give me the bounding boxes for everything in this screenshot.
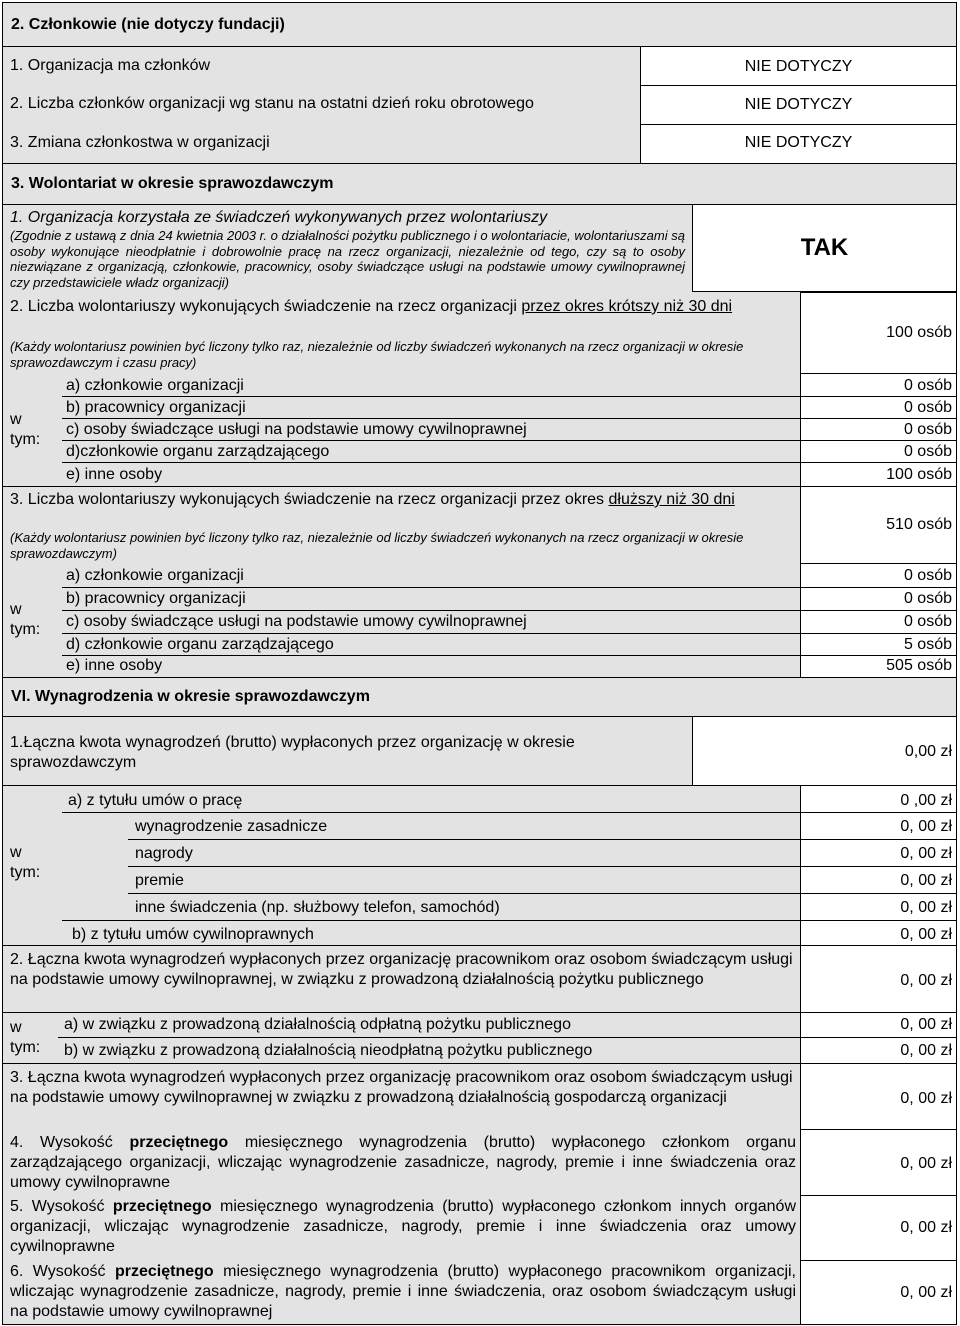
salary-item-value: 0, 00 zł (900, 818, 952, 835)
volunteers-q2-wtym: w tym: (10, 411, 41, 448)
row-divider (62, 920, 957, 921)
salary-item-value: 0, 00 zł (900, 899, 952, 916)
salary-total-label: 1.Łączna kwota wynagrodzeń (brutto) wypłaconych przez organizację w okresie sprawozdawczym (10, 734, 575, 771)
row-divider (62, 812, 957, 813)
volunteers-q3-item-label: e) inne osoby (66, 657, 163, 674)
avg-salary-other-organs-label (10, 1197, 796, 1257)
volunteers-q3-label (10, 490, 800, 510)
row-divider (62, 440, 957, 441)
avg-salary-other-organs-prefix: 5. Wysokość (10, 1198, 113, 1215)
volunteers-q3-item-value: 505 osób (886, 657, 952, 674)
volunteers-q2-label (10, 297, 800, 317)
salary-commercial-label: 3. Łączna kwota wynagrodzeń wypłaconych przez organizację pracownikom oraz osobom świadczącym usługi na podstawie umowy cywilnoprawnej w związku z prowadzoną działalnością gospodarczą organizacji (10, 1069, 793, 1106)
volunteers-q2-item-value: 0 osób (903, 443, 952, 460)
salary-item-label: premie (135, 872, 184, 889)
salary-total-value: 0,00 zł (904, 743, 952, 760)
row-divider (62, 418, 957, 419)
avg-salary-employees-value: 0, 00 zł (900, 1284, 952, 1301)
volunteers-q3-item-label: a) członkowie organizacji (66, 567, 244, 584)
volunteers-q2-item-value: 100 osób (886, 466, 952, 483)
row-divider (62, 396, 957, 397)
volunteers-q2-item-label: e) inne osoby (66, 466, 163, 483)
salary-employment-label: a) z tytułu umów o pracę (68, 792, 243, 809)
avg-salary-employees-emphasis: przeciętnego (115, 1263, 214, 1280)
avg-salary-other-organs-value: 0, 00 zł (900, 1219, 952, 1236)
salary-item-value: 0, 00 zł (900, 845, 952, 862)
volunteers-q2-label-text: 2. Liczba wolontariuszy wykonujących świadczenie na rzecz organizacji (10, 298, 522, 315)
membership-change-value-box (640, 124, 957, 164)
volunteers-q1-value: TAK (800, 234, 849, 261)
volunteers-q3-item-value: 0 osób (903, 613, 952, 630)
avg-salary-other-organs-emphasis: przeciętnego (112, 1198, 212, 1215)
volunteers-q3-label-text: 3. Liczba wolontariuszy wykonujących świadczenie na rzecz organizacji przez okres (10, 491, 609, 508)
membership-change-label: 3. Zmiana członkostwa w organizacji (10, 134, 270, 151)
salary-pbo-item-label: b) w związku z prowadzoną działalnością nieodpłatną pożytku publicznego (64, 1042, 593, 1059)
membership-change-value: NIE DOTYCZY (744, 134, 853, 151)
avg-salary-employees-label (10, 1262, 796, 1322)
avg-salary-board-emphasis: przeciętnego (129, 1134, 229, 1151)
row-divider (62, 633, 957, 634)
volunteers-q3-value: 510 osób (886, 516, 952, 533)
salary-breakdown-wtym: w tym: (10, 844, 41, 881)
volunteers-q2-item-label: b) pracownicy organizacji (66, 399, 246, 416)
salary-item-value: 0, 00 zł (900, 872, 952, 889)
volunteers-q3-wtym: w tym: (10, 601, 41, 638)
volunteers-q3-item-label: d) członkowie organu zarządzającego (66, 636, 334, 653)
volunteers-q3-item-label: b) pracownicy organizacji (66, 590, 246, 607)
members-value: NIE DOTYCZY (744, 58, 853, 75)
salary-pbo-item-label: a) w związku z prowadzoną działalnością odpłatną pożytku publicznego (64, 1016, 571, 1033)
members-row-label: 1. Organizacja ma członków (10, 57, 211, 74)
row-divider (58, 1037, 957, 1038)
volunteers-q3-item-value: 0 osób (903, 567, 952, 584)
row-divider (128, 893, 957, 894)
avg-salary-employees-text: miesięcznego wynagrodzenia (brutto) wypłaconego pracownikom organizacji, wliczając wynagrodzenie zasadnicze, nagrody, premie i inne świadczenia, oraz osobom świadczącym usługi na podstawie umowy cywilnoprawnej (10, 1263, 796, 1320)
salary-pbo-item-value: 0, 00 zł (900, 1042, 952, 1059)
row-divider (62, 655, 957, 656)
members-count-value: NIE DOTYCZY (744, 96, 853, 113)
avg-salary-board-value: 0, 00 zł (900, 1155, 952, 1172)
row-divider (62, 610, 957, 611)
avg-salary-board-prefix: 4. Wysokość (10, 1134, 130, 1151)
volunteers-q2-period: przez okres krótszy niż 30 dni (521, 298, 733, 315)
volunteers-q2-item-label: c) osoby świadczące usługi na podstawie umowy cywilnoprawnej (66, 421, 527, 438)
section-3-header (2, 163, 957, 205)
volunteers-q2-item-value: 0 osób (903, 399, 952, 416)
volunteers-q3-note: (Każdy wolontariusz powinien być liczony tylko raz, niezależnie od liczby świadczeń wykonanych na rzecz organizacji w okresie sprawozdawczym) (10, 530, 744, 561)
volunteers-q2-note: (Każdy wolontariusz powinien być liczony tylko raz, niezależnie od liczby świadczeń wykonanych na rzecz organizacji w okresie sprawozdawczym i czasu pracy) (10, 339, 744, 370)
salary-employment-value: 0 ,00 zł (900, 792, 952, 809)
row-divider (62, 587, 957, 588)
volunteers-q3-item-value: 0 osób (903, 590, 952, 607)
section-3-title: 3. Wolontariat w okresie sprawozdawczym (11, 175, 334, 192)
section-2-header (2, 2, 957, 47)
row-divider (62, 462, 957, 463)
volunteers-q3-item-label: c) osoby świadczące usługi na podstawie umowy cywilnoprawnej (66, 613, 527, 630)
volunteers-q1-note: (Zgodnie z ustawą z dnia 24 kwietnia 2003 r. o działalności pożytku publicznego i o wolontariacie, wolontariuszami są osoby wykonujące nieodpłatnie i dobrowolnie pracę na rzecz organizacji, niezależnie od tego, czy są to osoby niezwiązane z organizacją, członkowie, pracownicy, osoby świadczące usługi na podstawie umowy cywilnoprawnej czy przedstawiciele władz organizacji) (10, 228, 685, 290)
section-6-header (2, 677, 957, 717)
members-count-label: 2. Liczba członków organizacji wg stanu na ostatni dzień roku obrotowego (10, 95, 534, 112)
section-2-title: 2. Członkowie (nie dotyczy fundacji) (11, 16, 285, 33)
volunteers-q3-period: dłuższy niż 30 dni (608, 491, 735, 508)
salary-civil-value: 0, 00 zł (900, 926, 952, 943)
volunteers-q3-item-value: 5 osób (903, 636, 952, 653)
avg-salary-board-label (10, 1133, 796, 1193)
volunteers-q2-item-label: d)członkowie organu zarządzającego (66, 443, 330, 460)
row-divider (128, 839, 957, 840)
members-value-box (640, 46, 957, 86)
avg-salary-board-text: miesięcznego wynagrodzenia (brutto) wypłaconego członkom organu zarządzającego organizacji, wliczając wynagrodzenie zasadnicze, nagrody, premie i inne świadczenia oraz umowy cywilnoprawne (10, 1134, 796, 1191)
avg-salary-other-organs-text: miesięcznego wynagrodzenia (brutto) wypłaconego członkom innych organów organizacji, wliczając wynagrodzenie zasadnicze, nagrody, premie i inne świadczenia oraz umowy cywilnoprawne (10, 1198, 796, 1255)
salary-pbo-value: 0, 00 zł (900, 972, 952, 989)
volunteers-q2-item-value: 0 osób (903, 377, 952, 394)
salary-pbo-label: 2. Łączna kwota wynagrodzeń wypłaconych przez organizację pracownikom oraz osobom świadczącym usługi na podstawie umowy cywilnoprawnej, w związku z prowadzoną działalnością pożytku publicznego (10, 951, 793, 988)
salary-item-label: wynagrodzenie zasadnicze (135, 818, 328, 835)
avg-salary-employees-prefix: 6. Wysokość (10, 1263, 115, 1280)
volunteers-q1-label: 1. Organizacja korzystała ze świadczeń wykonywanych przez wolontariuszy (10, 209, 548, 226)
salary-pbo-wtym: w tym: (10, 1019, 41, 1056)
volunteers-q2-item-label: a) członkowie organizacji (66, 377, 244, 394)
members-count-value-box (640, 85, 957, 125)
volunteers-q2-item-value: 0 osób (903, 421, 952, 438)
salary-pbo-item-value: 0, 00 zł (900, 1016, 952, 1033)
salary-item-label: nagrody (135, 845, 193, 862)
salary-commercial-value: 0, 00 zł (900, 1090, 952, 1107)
row-divider (128, 866, 957, 867)
salary-item-label: inne świadczenia (np. służbowy telefon, samochód) (135, 899, 500, 916)
volunteers-q2-value: 100 osób (886, 324, 952, 341)
section-6-title: VI. Wynagrodzenia w okresie sprawozdawczym (11, 688, 370, 705)
salary-civil-label: b) z tytułu umów cywilnoprawnych (72, 926, 314, 943)
